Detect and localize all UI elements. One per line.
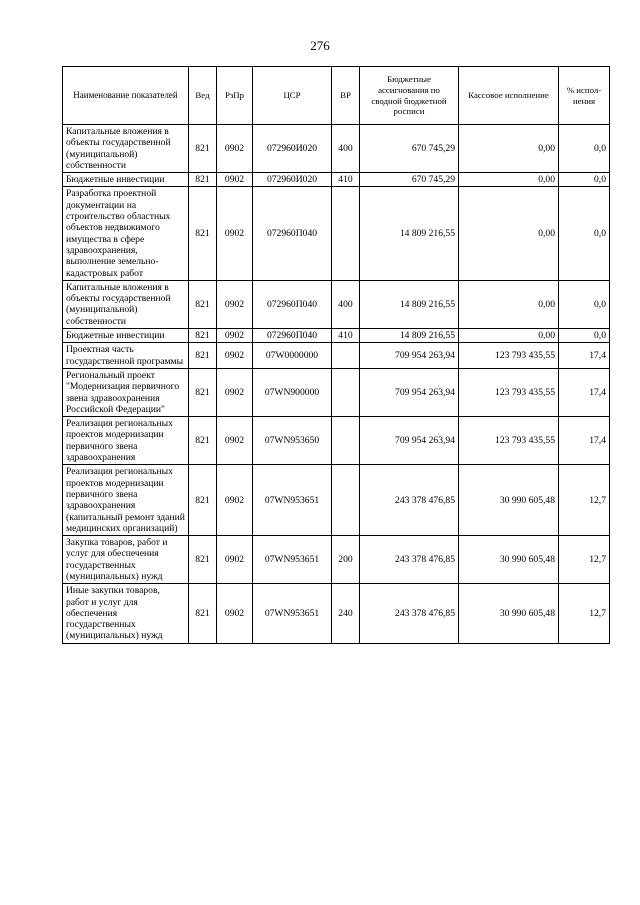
cell-pct: 12,7 <box>559 465 610 536</box>
cell-budget: 243 378 476,85 <box>360 465 459 536</box>
cell-vr: 410 <box>332 173 360 187</box>
cell-pct: 0,0 <box>559 280 610 328</box>
cell-name: Иные закупки товаров, работ и услуг для обеспечения государственных (муниципальных) нужд <box>63 584 189 643</box>
cell-vr: 400 <box>332 125 360 173</box>
cell-budget: 14 809 216,55 <box>360 329 459 343</box>
cell-budget: 14 809 216,55 <box>360 187 459 280</box>
cell-rzpr: 0902 <box>217 536 253 584</box>
cell-vr <box>332 417 360 465</box>
cell-name: Бюджетные инвестиции <box>63 173 189 187</box>
table-row <box>63 368 610 416</box>
table-row <box>63 187 610 280</box>
cell-rzpr: 0902 <box>217 187 253 280</box>
cell-csr: 072960П040 <box>253 329 332 343</box>
table-row <box>63 417 610 465</box>
cell-ved: 821 <box>189 280 217 328</box>
header-ved: Вед <box>189 67 217 125</box>
cell-name: Капитальные вложения в объекты государственной (муниципальной) собственности <box>63 280 189 328</box>
cell-vr <box>332 343 360 369</box>
cell-budget: 14 809 216,55 <box>360 280 459 328</box>
cell-rzpr: 0902 <box>217 173 253 187</box>
cell-ved: 821 <box>189 465 217 536</box>
cell-kass: 0,00 <box>459 125 559 173</box>
cell-csr: 07W0000000 <box>253 343 332 369</box>
cell-vr: 200 <box>332 536 360 584</box>
cell-vr: 240 <box>332 584 360 643</box>
table-row <box>63 536 610 584</box>
cell-kass: 30 990 605,48 <box>459 584 559 643</box>
cell-budget: 243 378 476,85 <box>360 584 459 643</box>
cell-vr: 400 <box>332 280 360 328</box>
cell-csr: 07WN953651 <box>253 536 332 584</box>
table-header-row <box>63 67 610 125</box>
cell-ved: 821 <box>189 368 217 416</box>
cell-csr: 07WN953651 <box>253 584 332 643</box>
table-row <box>63 125 610 173</box>
cell-kass: 123 793 435,55 <box>459 417 559 465</box>
table-row <box>63 343 610 369</box>
cell-budget: 243 378 476,85 <box>360 536 459 584</box>
cell-name: Бюджетные инвестиции <box>63 329 189 343</box>
cell-name: Реализация региональных проектов модернизации первичного звена здравоохранения (капитальный ремонт зданий медицинских организаций) <box>63 465 189 536</box>
cell-kass: 30 990 605,48 <box>459 536 559 584</box>
cell-csr: 072960И020 <box>253 173 332 187</box>
page-number: 276 <box>310 38 330 53</box>
cell-ved: 821 <box>189 125 217 173</box>
cell-pct: 0,0 <box>559 187 610 280</box>
cell-vr <box>332 368 360 416</box>
cell-budget: 709 954 263,94 <box>360 368 459 416</box>
cell-pct: 17,4 <box>559 343 610 369</box>
cell-csr: 072960П040 <box>253 187 332 280</box>
cell-pct: 12,7 <box>559 584 610 643</box>
cell-ved: 821 <box>189 417 217 465</box>
cell-vr <box>332 465 360 536</box>
table-row <box>63 329 610 343</box>
header-csr: ЦСР <box>253 67 332 125</box>
cell-pct: 12,7 <box>559 536 610 584</box>
cell-pct: 17,4 <box>559 368 610 416</box>
cell-ved: 821 <box>189 187 217 280</box>
header-pct: % испол-нения <box>559 67 610 125</box>
budget-execution-table <box>62 66 610 644</box>
cell-kass: 0,00 <box>459 329 559 343</box>
cell-pct: 0,0 <box>559 173 610 187</box>
cell-rzpr: 0902 <box>217 465 253 536</box>
cell-kass: 0,00 <box>459 173 559 187</box>
cell-rzpr: 0902 <box>217 329 253 343</box>
cell-pct: 0,0 <box>559 329 610 343</box>
cell-ved: 821 <box>189 536 217 584</box>
cell-ved: 821 <box>189 173 217 187</box>
cell-pct: 0,0 <box>559 125 610 173</box>
cell-rzpr: 0902 <box>217 584 253 643</box>
cell-rzpr: 0902 <box>217 368 253 416</box>
header-rzpr: РзПр <box>217 67 253 125</box>
cell-vr: 410 <box>332 329 360 343</box>
cell-rzpr: 0902 <box>217 417 253 465</box>
table-row <box>63 465 610 536</box>
header-budget: Бюджетные ассигнования по сводной бюджетной росписи <box>360 67 459 125</box>
header-kass: Кассовое исполнение <box>459 67 559 125</box>
header-vr: ВР <box>332 67 360 125</box>
cell-ved: 821 <box>189 584 217 643</box>
cell-rzpr: 0902 <box>217 343 253 369</box>
cell-pct: 17,4 <box>559 417 610 465</box>
cell-name: Капитальные вложения в объекты государственной (муниципальной) собственности <box>63 125 189 173</box>
cell-kass: 123 793 435,55 <box>459 343 559 369</box>
cell-rzpr: 0902 <box>217 280 253 328</box>
cell-csr: 07WN900000 <box>253 368 332 416</box>
cell-name: Закупка товаров, работ и услуг для обеспечения государственных (муниципальных) нужд <box>63 536 189 584</box>
cell-budget: 709 954 263,94 <box>360 343 459 369</box>
cell-kass: 0,00 <box>459 280 559 328</box>
cell-vr <box>332 187 360 280</box>
cell-kass: 30 990 605,48 <box>459 465 559 536</box>
cell-budget: 709 954 263,94 <box>360 417 459 465</box>
cell-csr: 072960И020 <box>253 125 332 173</box>
cell-budget: 670 745,29 <box>360 173 459 187</box>
cell-ved: 821 <box>189 329 217 343</box>
table-row <box>63 584 610 643</box>
header-name: Наименование показателей <box>63 67 189 125</box>
table-row <box>63 280 610 328</box>
table-row <box>63 173 610 187</box>
cell-name: Разработка проектной документации на строительство областных объектов недвижимого имущества в сфере здравоохранения, выполнение земельно-кадастровых работ <box>63 187 189 280</box>
cell-name: Реализация региональных проектов модернизации первичного звена здравоохранения <box>63 417 189 465</box>
cell-kass: 123 793 435,55 <box>459 368 559 416</box>
cell-csr: 072960П040 <box>253 280 332 328</box>
cell-kass: 0,00 <box>459 187 559 280</box>
cell-budget: 670 745,29 <box>360 125 459 173</box>
cell-name: Региональный проект "Модернизация первичного звена здравоохранения Российской Федерации" <box>63 368 189 416</box>
cell-csr: 07WN953650 <box>253 417 332 465</box>
cell-name: Проектная часть государственной программы <box>63 343 189 369</box>
cell-rzpr: 0902 <box>217 125 253 173</box>
cell-ved: 821 <box>189 343 217 369</box>
cell-csr: 07WN953651 <box>253 465 332 536</box>
